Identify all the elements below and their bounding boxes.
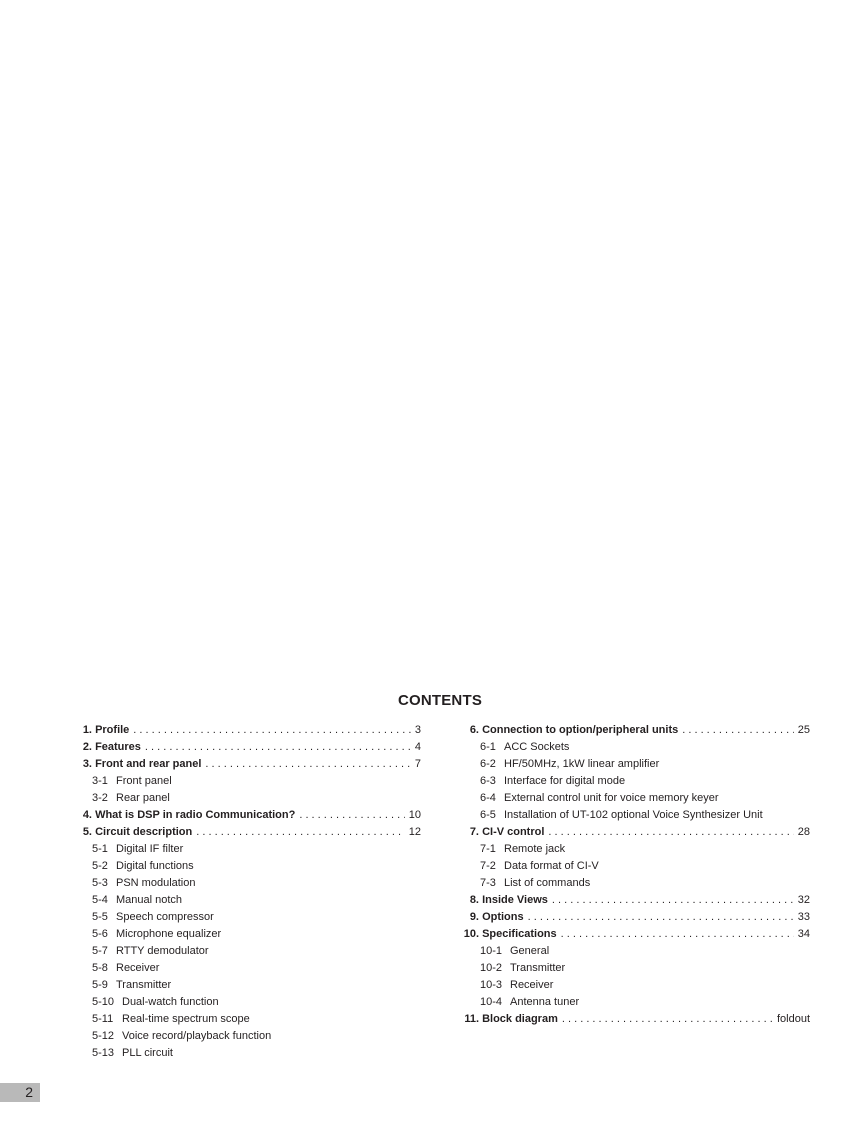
toc-subentry[interactable]	[458, 945, 810, 962]
toc-subentry-label: List of commands	[504, 877, 591, 889]
toc-page-number: 34	[797, 928, 810, 940]
toc-leader-dots	[561, 928, 794, 940]
toc-entry[interactable]	[458, 724, 810, 741]
toc-subentry-number: 5-8	[92, 962, 108, 974]
toc-subentry-label: Transmitter	[116, 979, 172, 991]
toc-subentry-number: 5-4	[92, 894, 108, 906]
toc-subentry-number: 10-2	[480, 962, 503, 974]
toc-entry[interactable]	[458, 1013, 810, 1030]
toc-subentry[interactable]	[458, 979, 810, 996]
toc-entry[interactable]	[458, 928, 810, 945]
toc-subentry[interactable]	[78, 945, 421, 962]
toc-subentry-number: 10-4	[480, 996, 503, 1008]
toc-subentry-label: General	[510, 945, 550, 957]
toc-subentry[interactable]	[78, 962, 421, 979]
toc-page-number: 25	[797, 724, 810, 736]
toc-subentry[interactable]	[78, 911, 421, 928]
toc-entry[interactable]	[78, 758, 421, 775]
toc-subentry-label: RTTY demodulator	[116, 945, 209, 957]
toc-subentry-number: 10-3	[480, 979, 503, 991]
toc-subentry-label: Receiver	[510, 979, 554, 991]
toc-entry-number: 8.	[469, 894, 479, 906]
toc-subentry[interactable]	[78, 996, 421, 1013]
toc-subentry-number: 5-13	[92, 1047, 115, 1059]
toc-subentry[interactable]	[78, 979, 421, 996]
toc-subentry[interactable]	[78, 1013, 421, 1030]
toc-subentry-label: Transmitter	[510, 962, 566, 974]
toc-subentry-label: Speech compressor	[116, 911, 214, 923]
toc-entry-label: Profile	[95, 724, 130, 736]
toc-subentry[interactable]	[458, 792, 810, 809]
toc-subentry-label: Front panel	[116, 775, 172, 787]
toc-subentry-number: 7-1	[480, 843, 496, 855]
contents-title: CONTENTS	[397, 692, 483, 709]
toc-subentry-number: 6-3	[480, 775, 496, 787]
page-number: 2	[0, 1083, 40, 1102]
toc-subentry-label: Data format of CI-V	[504, 860, 599, 872]
toc-subentry-number: 6-1	[480, 741, 496, 753]
toc-page-number: 7	[414, 758, 421, 770]
toc-subentry-number: 10-1	[480, 945, 503, 957]
toc-subentry[interactable]	[78, 877, 421, 894]
toc-entry-label: What is DSP in radio Communication?	[95, 809, 296, 821]
toc-subentry-number: 5-3	[92, 877, 108, 889]
toc-subentry-label: Interface for digital mode	[504, 775, 626, 787]
toc-subentry-label: External control unit for voice memory keyer	[504, 792, 719, 804]
toc-subentry[interactable]	[78, 894, 421, 911]
toc-leader-dots	[548, 826, 793, 838]
toc-leader-dots	[299, 809, 404, 821]
toc-entry-number: 2.	[82, 741, 92, 753]
toc-subentry-number: 5-5	[92, 911, 108, 923]
toc-subentry-number: 5-6	[92, 928, 108, 940]
toc-subentry[interactable]	[458, 741, 810, 758]
toc-subentry[interactable]	[458, 877, 810, 894]
toc-subentry[interactable]	[78, 860, 421, 877]
toc-subentry[interactable]	[458, 962, 810, 979]
toc-entry-number: 11.	[464, 1013, 479, 1025]
toc-subentry[interactable]	[458, 860, 810, 877]
toc-subentry-label: PSN modulation	[116, 877, 196, 889]
toc-leader-dots	[552, 894, 794, 906]
toc-subentry[interactable]	[78, 843, 421, 860]
toc-subentry[interactable]	[78, 775, 421, 792]
toc-entry-label: Options	[482, 911, 524, 923]
toc-entry[interactable]	[78, 809, 421, 826]
toc-leader-dots	[562, 1013, 773, 1025]
toc-entry-number: 7.	[469, 826, 479, 838]
toc-entry-label: Connection to option/peripheral units	[482, 724, 679, 736]
toc-subentry-label: Microphone equalizer	[116, 928, 222, 940]
toc-subentry-label: Digital IF filter	[116, 843, 184, 855]
toc-subentry-label: ACC Sockets	[504, 741, 570, 753]
toc-entry-number: 3.	[82, 758, 92, 770]
toc-subentry-number: 6-5	[480, 809, 496, 821]
toc-leader-dots	[196, 826, 405, 838]
toc-subentry-number: 7-3	[480, 877, 496, 889]
toc-subentry[interactable]	[78, 792, 421, 809]
toc-subentry-label: Antenna tuner	[510, 996, 580, 1008]
toc-subentry-label: Remote jack	[504, 843, 566, 855]
toc-leader-dots	[205, 758, 410, 770]
toc-subentry-number: 3-1	[92, 775, 108, 787]
toc-subentry[interactable]	[78, 1047, 421, 1064]
toc-page-number: 33	[797, 911, 810, 923]
toc-leader-dots	[528, 911, 794, 923]
toc-entry-number: 6.	[469, 724, 479, 736]
toc-entry-number: 4.	[82, 809, 92, 821]
toc-entry-label: Inside Views	[482, 894, 548, 906]
toc-page-number: 32	[797, 894, 810, 906]
toc-subentry-number: 5-9	[92, 979, 108, 991]
toc-subentry[interactable]	[458, 758, 810, 775]
toc-subentry-number: 3-2	[92, 792, 108, 804]
toc-subentry-label: Voice record/playback function	[122, 1030, 272, 1042]
toc-subentry-label: HF/50MHz, 1kW linear amplifier	[504, 758, 660, 770]
toc-subentry-label: Installation of UT-102 optional Voice Synthesizer Unit	[504, 809, 763, 821]
toc-entry-number: 10.	[463, 928, 479, 940]
toc-entry-number: 5.	[82, 826, 92, 838]
toc-entry[interactable]	[78, 826, 421, 843]
toc-entry-label: Front and rear panel	[95, 758, 202, 770]
toc-subentry-number: 6-2	[480, 758, 496, 770]
toc-subentry[interactable]	[458, 775, 810, 792]
toc-entry-number: 9.	[469, 911, 479, 923]
toc-subentry-label: Receiver	[116, 962, 160, 974]
toc-page-number: 3	[414, 724, 421, 736]
toc-subentry-number: 5-10	[92, 996, 115, 1008]
toc-entry-label: Specifications	[482, 928, 557, 940]
toc-page-number: foldout	[776, 1013, 810, 1025]
toc-subentry-label: Manual notch	[116, 894, 183, 906]
toc-entry[interactable]	[78, 724, 421, 741]
toc-page-number: 10	[408, 809, 421, 821]
toc-entry-number: 1.	[82, 724, 92, 736]
toc-subentry-number: 6-4	[480, 792, 496, 804]
toc-subentry-number: 5-7	[92, 945, 108, 957]
toc-entry[interactable]	[78, 741, 421, 758]
toc-entry-label: Circuit description	[95, 826, 193, 838]
toc-left-column	[78, 724, 421, 1064]
toc-subentry-number: 5-2	[92, 860, 108, 872]
toc-entry[interactable]	[458, 894, 810, 911]
toc-page-number: 28	[797, 826, 810, 838]
toc-subentry-number: 5-1	[92, 843, 108, 855]
toc-subentry-label: Rear panel	[116, 792, 170, 804]
toc-leader-dots	[145, 741, 411, 753]
toc-subentry-label: Dual-watch function	[122, 996, 219, 1008]
toc-subentry[interactable]	[458, 843, 810, 860]
toc-subentry[interactable]	[458, 809, 810, 826]
toc-leader-dots	[682, 724, 794, 736]
toc-subentry[interactable]	[78, 928, 421, 945]
toc-entry[interactable]	[458, 911, 810, 928]
toc-page-number: 4	[414, 741, 421, 753]
toc-subentry-number: 5-11	[92, 1013, 114, 1025]
toc-subentry-number: 5-12	[92, 1030, 115, 1042]
toc-subentry-number: 7-2	[480, 860, 496, 872]
toc-subentry-label: Digital functions	[116, 860, 194, 872]
toc-subentry[interactable]	[78, 1030, 421, 1047]
toc-right-column	[458, 724, 810, 1030]
toc-subentry-label: PLL circuit	[122, 1047, 173, 1059]
toc-entry-label: Features	[95, 741, 141, 753]
toc-subentry-label: Real-time spectrum scope	[122, 1013, 250, 1025]
toc-entry-label: Block diagram	[482, 1013, 558, 1025]
toc-entry-label: CI-V control	[482, 826, 545, 838]
toc-page-number: 12	[408, 826, 421, 838]
toc-leader-dots	[133, 724, 411, 736]
toc-entry[interactable]	[458, 826, 810, 843]
toc-subentry[interactable]	[458, 996, 810, 1013]
